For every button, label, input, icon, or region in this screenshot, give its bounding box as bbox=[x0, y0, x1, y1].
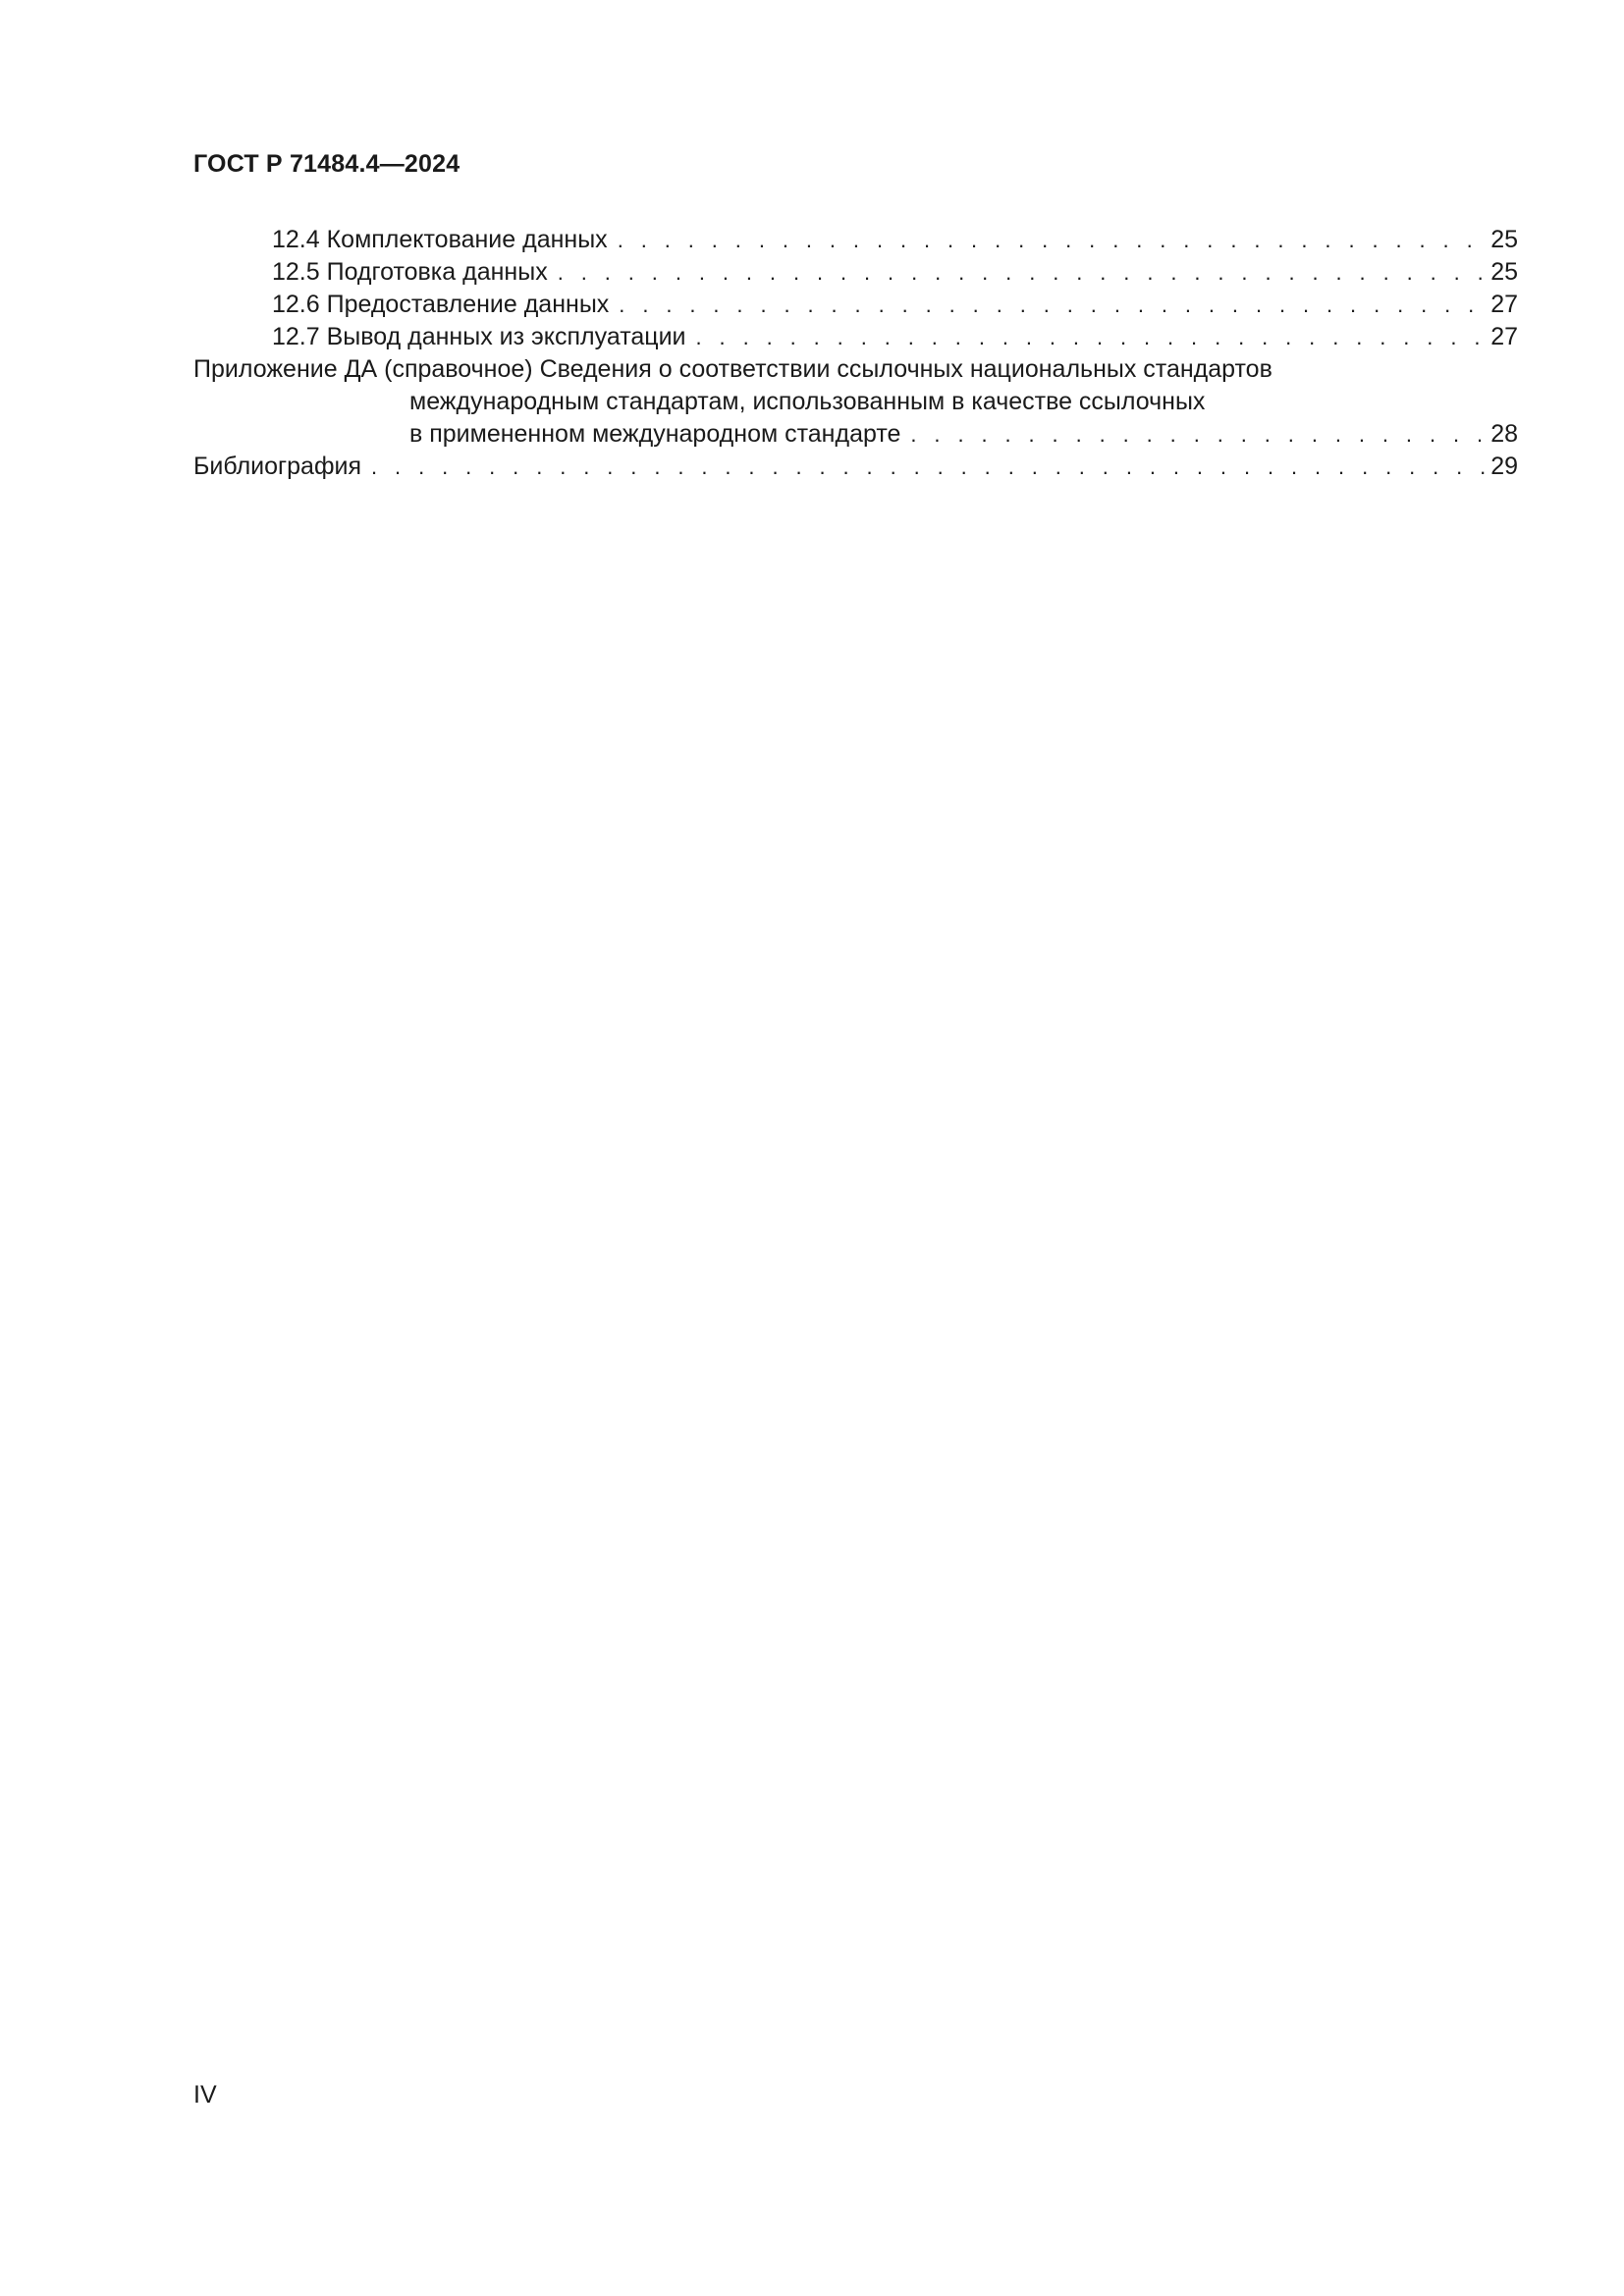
toc-item[interactable] bbox=[193, 321, 1518, 353]
toc-item[interactable] bbox=[193, 224, 1518, 256]
toc-bibliography[interactable] bbox=[193, 451, 1518, 483]
toc-appendix-title-cont: международным стандартам, использованным в качестве ссылочных bbox=[409, 388, 1206, 415]
toc-item[interactable] bbox=[193, 289, 1518, 321]
toc-appendix-line-1[interactable] bbox=[193, 353, 1518, 386]
dot-leader bbox=[696, 321, 1488, 353]
page-number: IV bbox=[193, 2081, 217, 2109]
toc-item-title: 12.5 Подготовка данных bbox=[272, 258, 548, 286]
toc-item-title: 12.4 Комплектование данных bbox=[272, 226, 608, 253]
toc-bibliography-page: 29 bbox=[1490, 453, 1518, 480]
dot-leader bbox=[618, 224, 1488, 256]
standard-code: ГОСТ Р 71484.4—2024 bbox=[193, 150, 460, 178]
toc-appendix-line-3[interactable] bbox=[193, 418, 1518, 451]
toc-item-page: 25 bbox=[1490, 226, 1518, 253]
toc-item[interactable] bbox=[193, 256, 1518, 289]
toc-appendix-title-end: в примененном международном стандарте bbox=[409, 420, 901, 448]
toc-appendix-line-2[interactable] bbox=[193, 386, 1518, 418]
dot-leader bbox=[371, 451, 1487, 483]
toc-appendix-page: 28 bbox=[1490, 420, 1518, 448]
toc-item-page: 25 bbox=[1490, 258, 1518, 286]
toc-item-page: 27 bbox=[1490, 291, 1518, 318]
dot-leader bbox=[910, 418, 1487, 451]
toc-item-page: 27 bbox=[1490, 323, 1518, 350]
document-header bbox=[193, 147, 460, 181]
toc-appendix-title: Приложение ДА (справочное) Сведения о соответствии ссылочных национальных стандартов bbox=[193, 355, 1272, 383]
toc-bibliography-title: Библиография bbox=[193, 453, 362, 480]
toc-item-title: 12.6 Предоставление данных bbox=[272, 291, 610, 318]
dot-leader bbox=[619, 289, 1487, 321]
dot-leader bbox=[558, 256, 1487, 289]
toc-item-title: 12.7 Вывод данных из эксплуатации bbox=[272, 323, 686, 350]
table-of-contents bbox=[193, 224, 1518, 483]
